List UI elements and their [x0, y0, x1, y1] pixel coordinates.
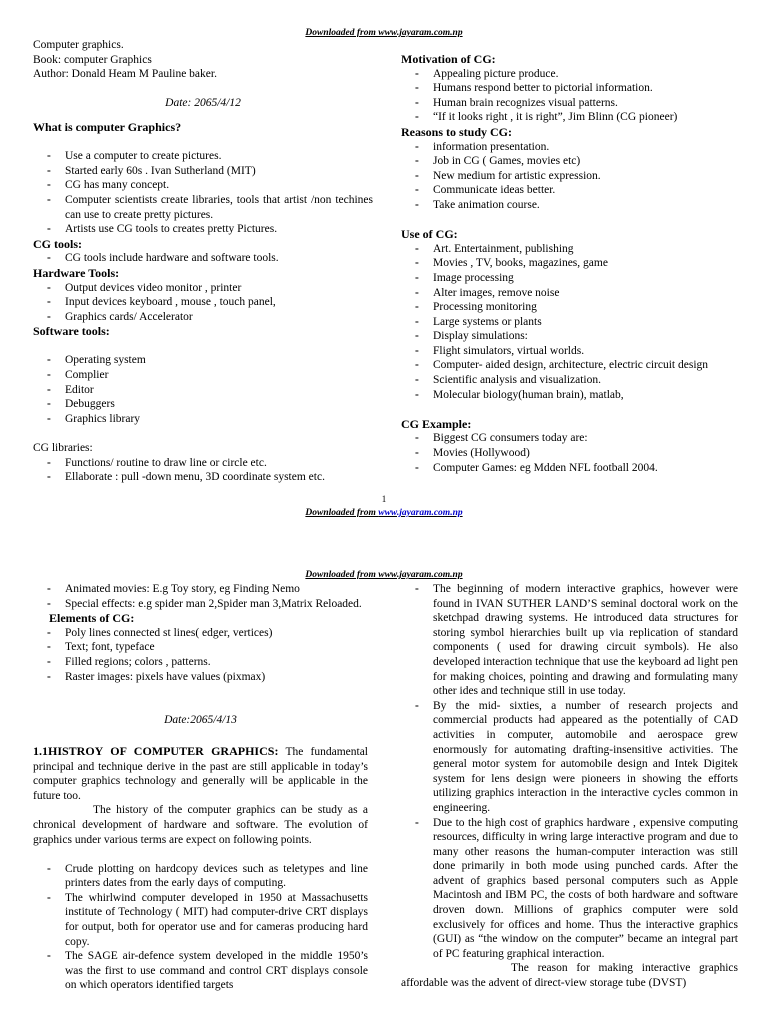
tools-list — [33, 251, 373, 266]
list-item: - Complier — [33, 368, 373, 383]
list-item: - Use a computer to create pictures. — [33, 149, 373, 164]
intro-line: Author: Donald Heam M Pauline baker. — [33, 68, 217, 81]
history-paragraph: The fundamental principal and technique derive in the past are still applicable in today’s computer graphics technology and generally will be applicable in the future too. — [33, 745, 368, 802]
list-item: - The beginning of modern interactive graphics, however were found in IVAN SUTHER LAND’S seminal doctoral work on the sketchpad drawing systems. He introduced data structures for storing symbol hierarchies built up via replication of standard components ( used for drawing circuit symbols). He also developed interaction technique that use the keyboard ad light pen for making choices, pointing and drawing and formulating many other ides and technique still in use today. — [401, 582, 738, 699]
list-item: - Crude plotting on hardcopy devices such as teletypes and line printers dates from the early days of computing. — [33, 862, 368, 891]
list-item: - New medium for artistic expression. — [401, 169, 741, 184]
section-heading: CG Example: — [401, 416, 472, 431]
section-heading: Software tools: — [33, 324, 110, 339]
list-item: - Poly lines connected st lines( edger, vertices) — [33, 626, 368, 641]
history-intro — [33, 744, 368, 803]
list-item: - Editor — [33, 383, 373, 398]
list-item: - Large systems or plants — [401, 315, 741, 330]
example-list — [401, 431, 741, 475]
section-heading: Reasons to study CG: — [401, 124, 513, 139]
list-item: - The SAGE air-defence system developed in the middle 1950’s was the first to use command and control CRT displays console on which operators identified targets — [33, 949, 368, 993]
list-item: - CG tools include hardware and software tools. — [33, 251, 373, 266]
list-item: - Display simulations: — [401, 329, 741, 344]
list-item: - Movies , TV, books, magazines, game — [401, 256, 741, 271]
history-list — [33, 862, 368, 993]
list-item: - Filled regions; colors , patterns. — [33, 655, 368, 670]
footer-link[interactable]: www.jayaram.com.np — [378, 508, 463, 518]
reasons-list — [401, 140, 741, 213]
history-paragraph: The history of the computer graphics can be study as a chronical development of hardware and software. The evolution of graphics under various terms are expect on following points. — [33, 804, 368, 846]
list-item: - Humans respond better to pictorial information. — [401, 81, 741, 96]
section-heading: CG libraries: — [33, 442, 93, 455]
history-heading: 1.1HISTROY OF COMPUTER GRAPHICS: — [33, 743, 279, 758]
list-item: - Processing monitoring — [401, 300, 741, 315]
list-item: - Alter images, remove noise — [401, 286, 741, 301]
software-list — [33, 353, 373, 426]
list-item: - Movies (Hollywood) — [401, 446, 741, 461]
page-header[interactable]: Downloaded from www.jayaram.com.np — [305, 28, 463, 38]
page-1-left-column — [33, 38, 373, 485]
what-list — [33, 149, 373, 237]
page-1-right-column — [401, 52, 741, 475]
list-item: - “If it looks right , it is right”, Jim Blinn (CG pioneer) — [401, 110, 741, 125]
section-heading: Hardware Tools: — [33, 265, 120, 280]
motivation-list — [401, 67, 741, 125]
list-item: - Human brain recognizes visual patterns. — [401, 96, 741, 111]
list-item: - Computer Games: eg Mdden NFL football 2004. — [401, 461, 741, 476]
list-item: - Raster images: pixels have values (pixmax) — [33, 670, 368, 685]
page-footer — [0, 506, 768, 521]
list-item: - Artists use CG tools to creates pretty Pictures. — [33, 222, 373, 237]
list-item: - CG has many concept. — [33, 178, 373, 193]
list-item: - Communicate ideas better. — [401, 183, 741, 198]
libraries-list — [33, 456, 373, 485]
list-item: - Input devices keyboard , mouse , touch panel, — [33, 295, 373, 310]
list-item: - Computer- aided design, architecture, electric circuit design — [401, 358, 741, 373]
list-item: - Art. Entertainment, publishing — [401, 242, 741, 257]
list-item: - Animated movies: E.g Toy story, eg Finding Nemo — [33, 582, 368, 597]
closing-paragraph: The reason for making interactive graphics affordable was the advent of direct-view storage tube (DVST) — [401, 962, 738, 990]
list-item: - By the mid- sixties, a number of research projects and commercial products had appeared as the potentially of CAD activities in computer, automobile and aerospace grew enormously for automating drafting-insensitive activities. The general motor system for automobile design and Intek Digitek system for lens design were pioneers in showing the efforts utilizing graphics interaction in the interactive cycles common in engineering. — [401, 699, 738, 816]
elements-list — [33, 626, 368, 684]
list-item: - Image processing — [401, 271, 741, 286]
list-item: - Output devices video monitor , printer — [33, 281, 373, 296]
list-item: - Graphics library — [33, 412, 373, 427]
section-heading: Elements of CG: — [49, 611, 135, 626]
history-right-list — [401, 582, 738, 961]
intro-line: Computer graphics. — [33, 39, 124, 51]
list-item: - Job in CG ( Games, movies etc) — [401, 154, 741, 169]
section-heading: Use of CG: — [401, 227, 458, 242]
section-heading: CG tools: — [33, 236, 82, 251]
intro-line: Book: computer Graphics — [33, 53, 152, 66]
list-item: - Flight simulators, virtual worlds. — [401, 344, 741, 359]
list-item: - Appealing picture produce. — [401, 67, 741, 82]
page-header[interactable]: Downloaded from www.jayaram.com.np — [305, 570, 463, 580]
list-item: - information presentation. — [401, 140, 741, 155]
list-item: - Computer scientists create libraries, tools that artist /non techines can use to create pretty pictures. — [33, 193, 373, 222]
list-item: - Operating system — [33, 353, 373, 368]
list-item: - Text; font, typeface — [33, 640, 368, 655]
list-item: - Graphics cards/ Accelerator — [33, 310, 373, 325]
hardware-list — [33, 281, 373, 325]
list-item: - Biggest CG consumers today are: — [401, 431, 741, 446]
movies-list — [33, 582, 368, 611]
list-item: - The whirlwind computer developed in 1950 at Massachusetts institute of Technology ( MIT) had computer-drive CRT displays for output, both for operator use and for cameras producing hard copy. — [33, 891, 368, 949]
list-item: - Ellaborate : pull -down menu, 3D coordinate system etc. — [33, 470, 373, 485]
list-item: - Take animation course. — [401, 198, 741, 213]
date-label: Date: 2065/4/12 — [165, 97, 241, 110]
page-2-left-column — [33, 582, 368, 993]
date-label: Date:2065/4/13 — [164, 714, 237, 727]
page-number: 1 — [381, 494, 387, 504]
list-item: - Scientific analysis and visualization. — [401, 373, 741, 388]
section-heading: What is computer Graphics? — [33, 119, 182, 134]
footer-prefix: Downloaded from — [305, 508, 379, 518]
list-item: - Special effects: e.g spider man 2,Spider man 3,Matrix Reloaded. — [33, 597, 368, 612]
list-item: - Started early 60s . Ivan Sutherland (MIT) — [33, 164, 373, 179]
use-list — [401, 242, 741, 403]
list-item: - Molecular biology(human brain), matlab, — [401, 388, 741, 403]
list-item: - Debuggers — [33, 397, 373, 412]
page-2-right-column — [401, 582, 738, 991]
list-item: - Due to the high cost of graphics hardware , expensive computing resources, difficulty in wring large interactive program and due to many other reasons the human-computer interaction was still done primarily in both mode using punched cards. After the advent of graphics based personal computers such as Apple Macintosh and IBM PC, the costs of both hardware and software droven down. Millions of graphics computer were sold exclusively for offices and home. Thus the interactive graphics (GUI) as “the window on the computer” became an integral part of PC featuring graphical interaction. — [401, 816, 738, 962]
section-heading: Motivation of CG: — [401, 52, 496, 66]
list-item: - Functions/ routine to draw line or circle etc. — [33, 456, 373, 471]
